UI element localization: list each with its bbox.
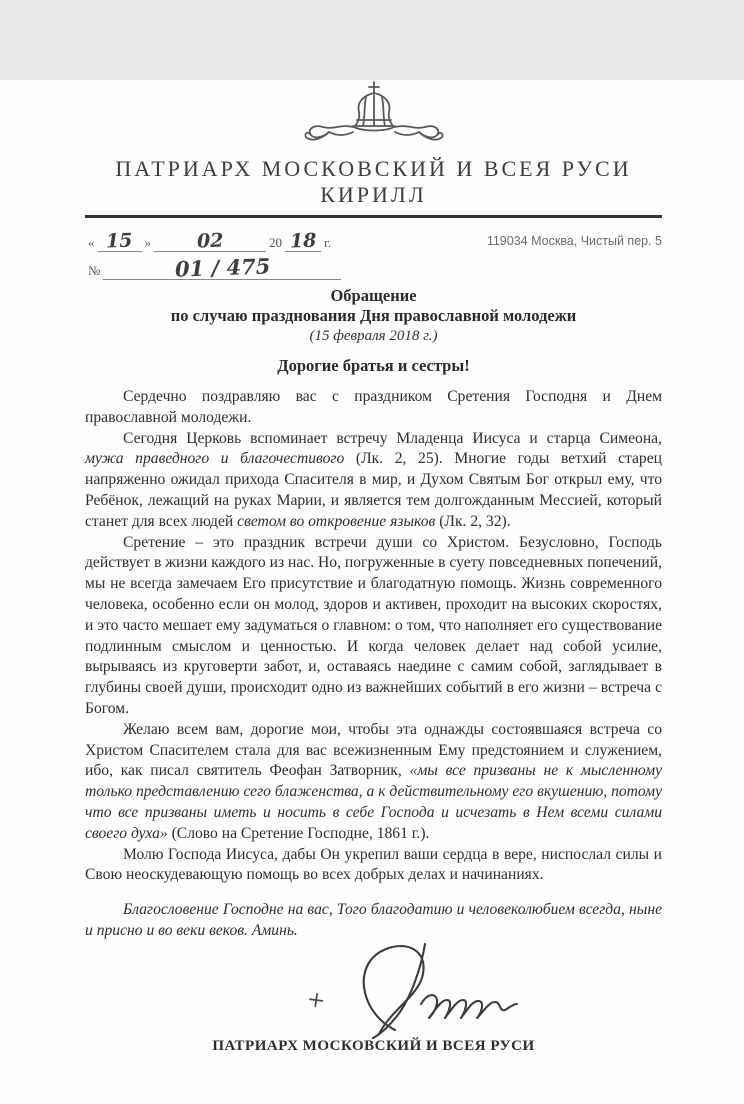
- date-year-field: [285, 231, 321, 252]
- date-month-field: [154, 231, 266, 252]
- letter-date-note: (15 февраля 2018 г.): [309, 328, 438, 344]
- document-page: [0, 80, 744, 1104]
- letterhead-emblem: [85, 80, 662, 146]
- date-month-value: 02: [196, 229, 224, 253]
- letter-title: Обращение: [330, 286, 417, 305]
- signature-block: [85, 942, 662, 1038]
- footer-title: ПАТРИАРХ МОСКОВСКИЙ И ВСЕЯ РУСИ: [212, 1037, 535, 1054]
- kirill-signature-icon: [333, 938, 553, 1047]
- number-label: №: [88, 263, 101, 278]
- body-paragraph: Сегодня Церковь вспоминает встречу Младенца Иисуса и старца Симеона, мужа праведного и благочестивого (Лк. 2, 25). Многие годы ветхий старец напряженно ожидал прихода Спасителя в мир, и Духом Святым Бог открыл ему, что Ребёнок, лежащий на руках Марии, и является тем долгожданным Мессией, который станет для всех людей светом во откровение языков (Лк. 2, 32).: [85, 429, 662, 530]
- date-line: [85, 231, 334, 252]
- patriarchal-crown-icon: [299, 133, 449, 150]
- body-paragraph: Сретение – это праздник встречи души со Христом. Безусловно, Господь действует в жизни каждого из нас. Но, погруженные в суету повседневных попечений, мы не всегда замечаем Его присутствие и благодатную помощь. Жизнь современного человека, особенно если он молод, здоров и активен, проходит на высоких скоростях, и это часто мешает ему задуматься о главном: о том, что наполняет его существование подлинным смыслом и ценностью. И когда человек делает над собой усилие, вырываясь из круговерти забот, и, оставаясь наедине с самим собой, заглядывает в глубины своей души, происходит одно из важнейших событий в его жизни – встреча с Богом.: [85, 533, 662, 717]
- blessing-cross-icon: +: [305, 986, 328, 1014]
- letterhead-divider: [85, 215, 662, 218]
- body-paragraph: Молю Господа Иисуса, дабы Он укрепил ваши сердца в вере, ниспослал силы и Свою неоскудевающую помощь во всех добрых делах и начинаниях.: [85, 845, 662, 884]
- number-field: [103, 253, 341, 282]
- body-paragraph: Желаю всем вам, дорогие мои, чтобы эта однажды состоявшаяся встреча со Христом Спасителем стала для вас всежизненным Ему предстоянием и служением, ибо, как писал святитель Феофан Затворник, «мы все призваны не к мысленному только представлению сего блаженства, а к действительному его вкушению, потому что все призваны иметь и носить в себе Господа и исчезать в Нем всеми силами своего духа» (Слово на Сретение Господне, 1861 г.).: [85, 720, 663, 842]
- date-close-quote: »: [144, 235, 151, 250]
- letter-body: [85, 387, 662, 942]
- body-paragraph: Сердечно поздравляю вас с праздником Сретения Господня и Днем православной молодежи.: [85, 388, 662, 426]
- salutation: Дорогие братья и сестры!: [277, 356, 470, 375]
- date-day-field: [98, 231, 142, 252]
- letterhead-name: КИРИЛЛ: [320, 182, 427, 207]
- number-value: 01 / 475: [174, 253, 271, 282]
- date-year-suffix: г.: [324, 235, 332, 250]
- letterhead-address: 119034 Москва, Чистый пер. 5: [486, 234, 662, 248]
- letterhead-title: ПАТРИАРХ МОСКОВСКИЙ И ВСЕЯ РУСИ: [115, 156, 632, 181]
- date-day-value: 15: [105, 229, 134, 253]
- date-year-prefix: 20: [269, 235, 282, 250]
- date-open-quote: «: [88, 235, 95, 250]
- body-paragraph: Благословение Господне на вас, Того благодатию и человеколюбием всегда, ныне и присно и во веки веков. Аминь.: [85, 901, 662, 939]
- letter-subtitle: по случаю празднования Дня православной молодежи: [170, 306, 577, 325]
- date-year-value: 18: [289, 229, 317, 253]
- number-line: [85, 252, 662, 280]
